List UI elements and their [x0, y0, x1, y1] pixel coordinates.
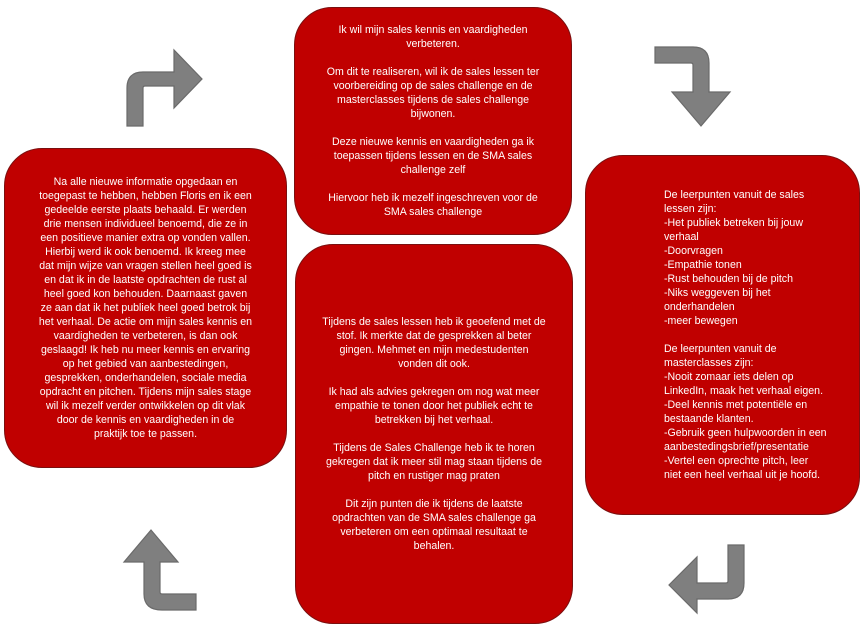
text-line: niet een heel verhaal uit je hoofd.: [664, 469, 821, 481]
text-line: -Nooit zomaar iets delen op: [664, 371, 794, 383]
text-line: vonden dit ook.: [398, 358, 470, 370]
text-line: Na alle nieuwe informatie opgedaan en: [53, 176, 238, 188]
text-line: -meer bewegen: [664, 315, 738, 327]
text-line: opdracht en pitchen. Tijdens mijn sales stage: [39, 386, 252, 398]
text-line: De leerpunten vanuit de: [664, 343, 777, 355]
text-line: het verhaal. De actie om mijn sales kennis en: [38, 316, 253, 328]
text-line: empathie te tonen door het publiek echt te: [335, 400, 533, 412]
text-line: masterclasses zijn:: [664, 357, 754, 369]
arrow-top-right: [653, 44, 733, 128]
text-line: verbeteren om een optimaal resultaat te: [340, 526, 528, 538]
right-box: [585, 155, 860, 515]
text-line: een positieve manier extra op vonden vallen.: [40, 232, 251, 244]
bottom-box: [295, 244, 573, 624]
text-line: op het gebied van aanbestedingen,: [62, 358, 229, 370]
text-line: Ik wil mijn sales kennis en vaardigheden: [338, 24, 528, 36]
text-line: bijwonen.: [410, 108, 456, 120]
arrow-bottom-left: [122, 528, 198, 612]
text-line: Ik had als advies gekregen om nog wat meer: [328, 386, 540, 398]
text-line: pitch en rustiger mag praten: [368, 470, 500, 482]
text-line: LinkedIn, maak het verhaal eigen.: [664, 385, 824, 397]
text-line: betrekken bij het verhaal.: [374, 414, 494, 426]
text-line: Dit zijn punten die ik tijdens de laatste: [345, 498, 523, 510]
text-line: dat mijn wijze van vragen stellen heel goed is: [39, 260, 252, 272]
text-line: gekregen dat ik meer stil mag staan tijdens de: [325, 456, 543, 468]
text-line: -Rust behouden bij de pitch: [664, 273, 793, 285]
text-line: -Empathie tonen: [664, 259, 742, 271]
text-line: drie mensen individueel benoemd, die ze in: [43, 218, 248, 230]
top-box-paragraph: [317, 191, 549, 219]
right-box-paragraph: [664, 188, 839, 328]
text-line: Tijdens de Sales Challenge heb ik te horen: [333, 442, 535, 454]
text-line: Hiervoor heb ik mezelf ingeschreven voor de: [328, 192, 538, 204]
text-line: en dat ik in de laatste opdrachten de rust al: [44, 274, 247, 286]
text-line: stof. Ik merkte dat de gesprekken al beter: [336, 330, 532, 342]
text-line: lessen zijn:: [664, 203, 717, 215]
text-line: gingen. Mehmet en mijn medestudenten: [339, 344, 529, 356]
bottom-box-paragraph: [318, 315, 550, 371]
bottom-box-paragraph: [318, 385, 550, 427]
text-line: toepassen tijdens lessen en de SMA sales: [333, 150, 533, 162]
top-box-paragraph: [317, 23, 549, 51]
bent-arrow-left-up-icon: [124, 530, 196, 610]
text-line: opdrachten van de SMA sales challenge ga: [332, 512, 536, 524]
text-line: geslaagd! Ik heb nu meer kennis en ervaring: [40, 344, 251, 356]
text-line: toegepast te hebben, hebben Floris en ik een: [39, 190, 252, 202]
text-line: -Deel kennis met potentiële en: [664, 399, 808, 411]
text-line: -Doorvragen: [664, 245, 723, 257]
text-line: gesprekken, onderhandelen, sociale media: [44, 372, 247, 384]
text-line: -Gebruik geen hulpwoorden in een: [664, 427, 827, 439]
top-box-paragraph: [317, 65, 549, 121]
arrow-top-left: [124, 48, 204, 128]
top-box: [294, 7, 572, 235]
text-line: onderhandelen: [664, 301, 735, 313]
text-line: heel goed kon behouden. Daarnaast gaven: [43, 288, 248, 300]
left-box-paragraph: [25, 175, 266, 441]
text-line: Om dit te realiseren, wil ik de sales lessen ter: [326, 66, 540, 78]
bent-arrow-up-right-icon: [127, 50, 202, 126]
text-line: verhaal: [664, 231, 699, 243]
bent-arrow-right-down-icon: [655, 47, 730, 126]
bent-arrow-down-left-icon: [669, 545, 744, 613]
text-line: behalen.: [413, 540, 455, 552]
text-line: bestaande klanten.: [664, 413, 754, 425]
text-line: Deze nieuwe kennis en vaardigheden ga ik: [331, 136, 534, 148]
text-line: ze aan dat ik het publiek heel goed betrok bij: [40, 302, 251, 314]
text-line: -Vertel een oprechte pitch, leer: [664, 455, 809, 467]
text-line: gedeelde eerste plaats behaald. Er werden: [44, 204, 247, 216]
arrow-bottom-right: [667, 543, 747, 615]
text-line: challenge zelf: [400, 164, 466, 176]
right-box-paragraph: [664, 342, 839, 482]
left-box: [4, 148, 287, 468]
text-line: Hierbij werd ik ook benoemd. Ik kreeg mee: [45, 246, 246, 258]
text-line: verbeteren.: [406, 38, 460, 50]
bottom-box-paragraph: [318, 441, 550, 483]
text-line: De leerpunten vanuit de sales: [664, 189, 805, 201]
text-line: door de kennis en vaardigheden in de: [56, 414, 235, 426]
text-line: -Niks weggeven bij het: [664, 287, 771, 299]
text-line: vaardigheden te verbeteren, is dan ook: [53, 330, 238, 342]
text-line: masterclasses tijdens de sales challenge: [337, 94, 529, 106]
text-line: -Het publiek betreken bij jouw: [664, 217, 803, 229]
top-box-paragraph: [317, 135, 549, 177]
text-line: Tijdens de sales lessen heb ik geoefend met de: [322, 316, 546, 328]
text-line: praktijk toe te passen.: [93, 428, 198, 440]
text-line: aanbestedingsbrief/presentatie: [664, 441, 809, 453]
bottom-box-paragraph: [318, 497, 550, 553]
text-line: wil ik mezelf verder ontwikkelen op dit vlak: [45, 400, 245, 412]
text-line: SMA sales challenge: [383, 206, 483, 218]
text-line: voorbereiding op de sales challenge en de: [333, 80, 533, 92]
